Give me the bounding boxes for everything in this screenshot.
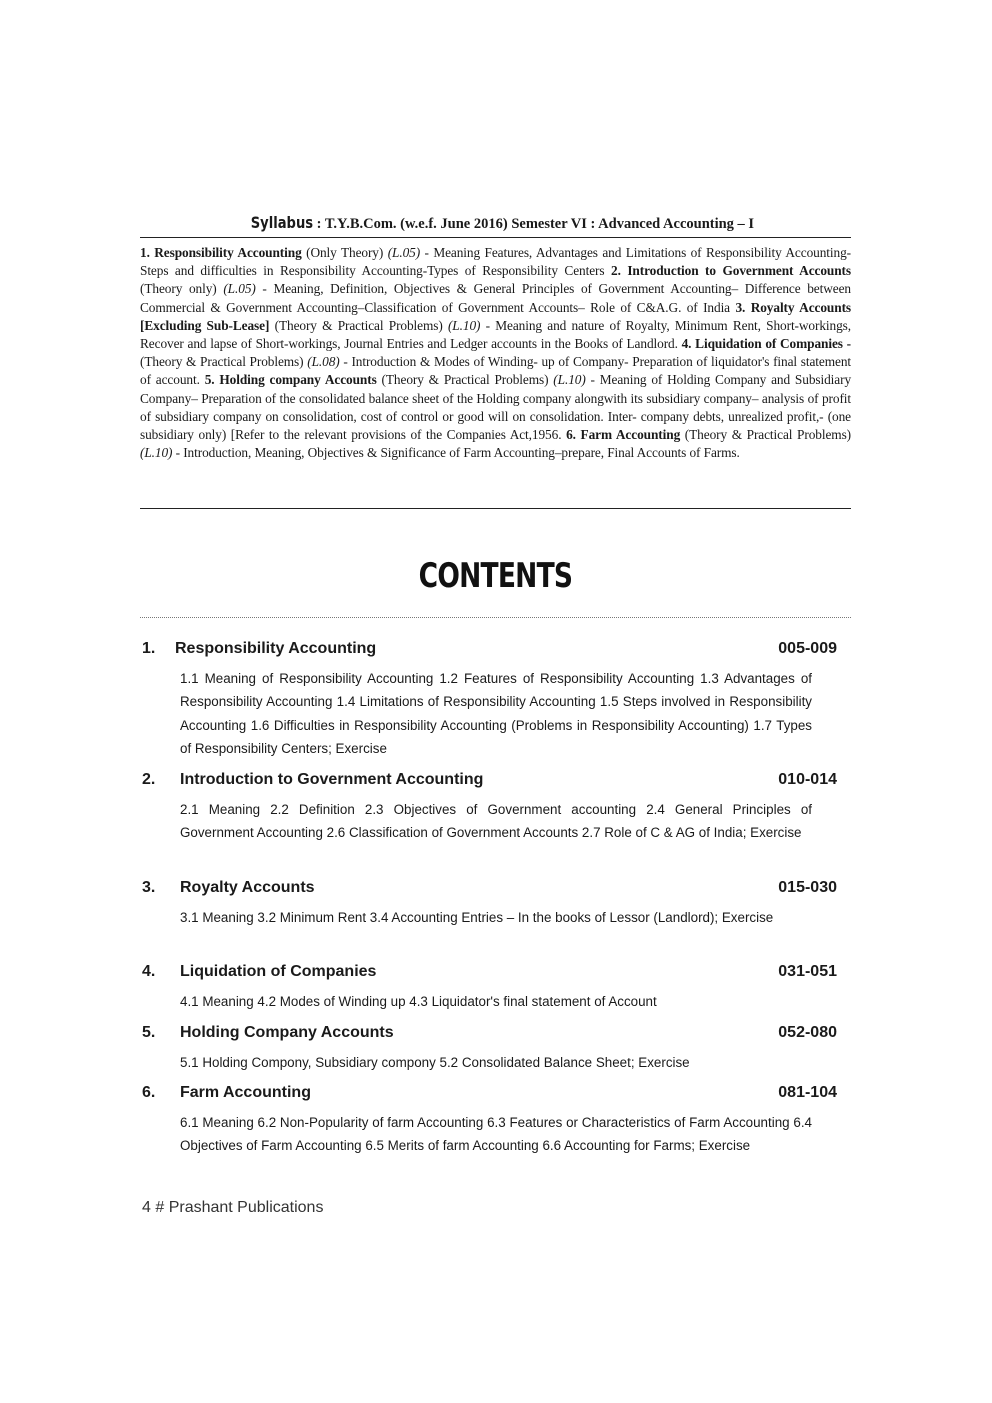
toc-title[interactable]: Responsibility Accounting <box>175 640 377 657</box>
syllabus-segment: (L.10) <box>553 372 586 388</box>
syllabus-label: Syllabus <box>250 213 314 232</box>
toc-pages: 015-030 <box>778 879 837 896</box>
toc-title[interactable]: Holding Company Accounts <box>180 1024 394 1041</box>
syllabus-segment: (Theory & Practical Problems) <box>680 427 851 443</box>
syllabus-segment: 2. Introduction to Government Accounts <box>611 263 851 279</box>
syllabus-segment: 3. Royalty Accounts [Excluding Sub-Lease] <box>140 299 852 333</box>
toc-pages: 031-051 <box>778 963 837 980</box>
toc-pages: 081-104 <box>778 1084 837 1101</box>
syllabus-paragraph <box>140 244 851 462</box>
syllabus-segment: (Only Theory) <box>301 245 388 260</box>
syllabus-segment: 5. Holding company Accounts <box>204 372 377 388</box>
syllabus-segment: (Theory & Practical Problems) <box>376 372 554 388</box>
toc-description: 2.1 Meaning 2.2 Definition 2.3 Objectives of Government accounting 2.4 General Principles of Government Accounting 2.6 Classification of Government Accounts 2.7 Role of C & AG of India; Exercise <box>180 802 812 841</box>
page-footer: 4 # Prashant Publications <box>142 1199 324 1216</box>
syllabus-segment: - Meaning of Holding Company and Subsidiary Company– Preparation of the consolidated balance sheet of the Holding company alongwith its subsidiary company– analysis of profit of subsidiary company on consolidation, cost of control or good will on consolidation. Inter- company debts, unrealized profit,- (one subsidiary only) [Refer to the relevant provisions of the Companies Act,1956. <box>140 372 852 443</box>
syllabus-course: : T.Y.B.Com. (w.e.f. June 2016) Semester VI : Advanced Accounting – I <box>316 216 755 232</box>
toc-title[interactable]: Liquidation of Companies <box>180 963 377 980</box>
syllabus-segment: 1. Responsibility Accounting <box>140 245 302 260</box>
syllabus-segment: (L.05) <box>387 245 421 260</box>
toc-number: 6. <box>142 1084 156 1101</box>
dotted-divider <box>140 617 851 618</box>
syllabus-segment: (Theory & Practical Problems) <box>140 354 308 370</box>
syllabus-top-rule <box>140 237 851 238</box>
syllabus-segment: 4. Liquidation of Companies - <box>681 336 851 352</box>
toc-title[interactable]: Introduction to Government Accounting <box>180 771 484 788</box>
syllabus-heading <box>140 213 851 233</box>
toc-pages: 010-014 <box>778 771 837 788</box>
syllabus-segment: - Meaning and nature of Royalty, Minimum Rent, Short-workings, Recover and lapse of Short-workings, Journal Entries and Ledger accounts in the Books of Landlord. <box>140 317 851 352</box>
syllabus-segment: (L.10) <box>447 317 481 333</box>
toc-description: 3.1 Meaning 3.2 Minimum Rent 3.4 Accounting Entries – In the books of Lessor (Landlord); Exercise <box>180 910 774 925</box>
toc-number: 5. <box>142 1024 156 1041</box>
toc-description: 4.1 Meaning 4.2 Modes of Winding up 4.3 Liquidator's final statement of Account <box>180 994 657 1009</box>
toc-title[interactable]: Royalty Accounts <box>180 879 315 896</box>
syllabus-segment: (Theory & Practical Problems) <box>269 317 448 333</box>
syllabus-segment: (L.10) <box>140 445 173 461</box>
syllabus-segment: - Meaning Features, Advantages and Limitations of Responsibility Accounting-Steps and difficulties in Responsibility Accounting-Types of Responsibility Centers <box>140 245 851 279</box>
contents-heading: CONTENTS <box>418 556 573 596</box>
toc-description: 5.1 Holding Compony, Subsidiary compony 5.2 Consolidated Balance Sheet; Exercise <box>180 1055 690 1070</box>
toc-description: 6.1 Meaning 6.2 Non-Popularity of farm Accounting 6.3 Features or Characteristics of Farm Accounting 6.4 Objectives of Farm Accounting 6.5 Merits of farm Accounting 6.6 Accounting for Farms; Exercise <box>180 1115 812 1154</box>
syllabus-segment: 6. Farm Accounting <box>566 427 681 443</box>
toc-pages: 005-009 <box>778 640 837 657</box>
toc-number: 4. <box>142 963 156 980</box>
syllabus-segment: (L.08) <box>307 354 340 370</box>
syllabus-segment: (Theory only) <box>140 281 224 297</box>
toc-number: 3. <box>142 879 156 896</box>
syllabus-bottom-rule <box>140 508 851 509</box>
toc-title[interactable]: Farm Accounting <box>180 1084 311 1101</box>
toc-number: 1. <box>142 640 156 657</box>
toc-number: 2. <box>142 771 156 788</box>
syllabus-segment: - Meaning, Definition, Objectives & General Principles of Government Accounting– Difference between Commercial & Government Accounting–Classification of Government Accounts– Role of C&A.G. of India <box>140 281 851 315</box>
syllabus-segment: - Introduction & Modes of Winding- up of Company- Preparation of liquidator's final statement of account. <box>140 354 851 388</box>
syllabus-segment: - Introduction, Meaning, Objectives & Significance of Farm Accounting–prepare, Final Accounts of Farms. <box>172 445 740 461</box>
toc-description: 1.1 Meaning of Responsibility Accounting 1.2 Features of Responsibility Accounting 1.3 Advantages of Responsibility Accounting 1.4 Limitations of Responsibility Accounting 1.5 Steps involved in Responsibility Accounting 1.6 Difficulties in Responsibility Accounting (Problems in Responsibility Accounting) 1.7 Types of Responsibility Centers; Exercise <box>180 671 812 757</box>
syllabus-segment: (L.05) <box>223 281 256 297</box>
toc-pages: 052-080 <box>778 1024 837 1041</box>
